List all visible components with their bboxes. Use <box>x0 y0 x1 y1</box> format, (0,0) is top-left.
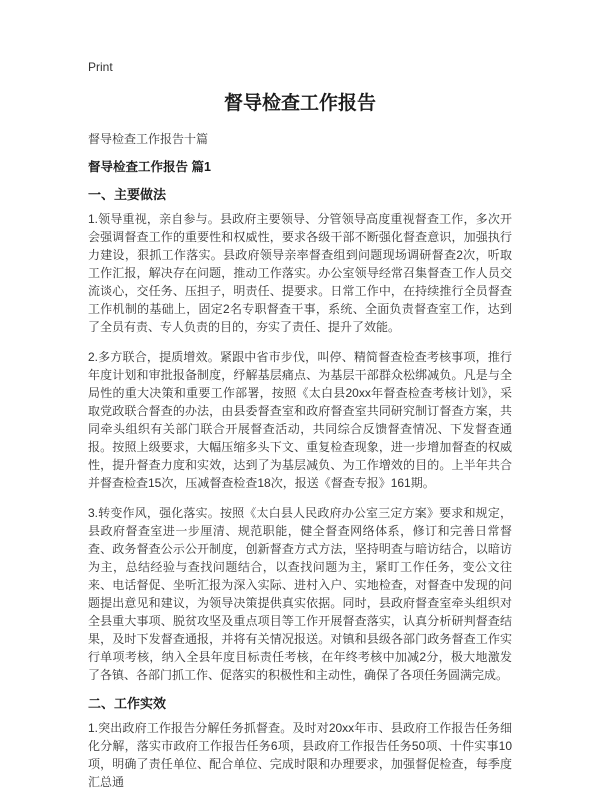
report-section-title: 督导检查工作报告 篇1 <box>88 160 211 174</box>
section-work-results <box>88 696 512 791</box>
print-link[interactable]: Print <box>88 60 113 74</box>
paragraph-report-tasks: 1.突出政府工作报告分解任务抓督查。及时对20xx年市、县政府工作报告任务细化分解，落实市政府工作报告任务6项，县政府工作报告任务50项、十件实事10项，明确了责任单位、配合单位、完成时限和办理要求，加强督促检查，每季度汇总通 <box>88 721 512 789</box>
page-subtitle: 督导检查工作报告十篇 <box>88 132 209 146</box>
section-main-practices <box>88 187 512 684</box>
paragraph-joint-supervision: 2.多方联合，提质增效。紧跟中省市步伐，叫停、精简督查检查考核事项，推行年度计划和审批报备制度，纾解基层痛点、为基层干部群众松绑减负。凡是与全局性的重大决策和重要工作部署，按照《太白县20xx年督查检查考核计划》，采取党政联合督查的办法，由县委督查室和政府督查室共同研究制订督查方案，共同牵头组织有关部门联合开展督查活动，共同综合反馈督查情况、下发督查通报。按照上级要求，大幅压缩多头下文、重复检查现象，进一步增加督查的权威性，提升督查力度和实效，达到了为基层减负、为工作增效的目的。上半年共合并督查检查15次，压减督查检查18次，报送《督查专报》161期。 <box>88 350 512 490</box>
paragraph-work-style: 3.转变作风，强化落实。按照《太白县人民政府办公室三定方案》要求和规定，县政府督查室进一步厘清、规范职能，健全督查网络体系，修订和完善日常督查、政务督查公示公开制度，创新督查方式方法，坚持明查与暗访结合，以暗访为主，总结经验与查找问题结合，以查找问题为主，紧盯工作任务，变公文往来、电话督促、坐听汇报为深入实际、进村入户、实地检查，对督查中发现的问题提出意见和建议，为领导决策提供真实依据。同时，县政府督查室牵头组织对全县重大事项、脱贫攻坚及重点项目等工作开展督查落实，认真分析研判督查结果，及时下发督查通报，并将有关情况报送。对镇和县级各部门政务督查工作实行单项考核，纳入全县年度目标责任考核，在年终考核中加减2分，极大地激发了各镇、各部门抓工作、促落实的积极性和主动性，确保了各项任务圆满完成。 <box>88 506 512 682</box>
paragraph-leadership: 1.领导重视，亲自参与。县政府主要领导、分管领导高度重视督查工作，多次开会强调督查工作的重要性和权威性，要求各级干部不断强化督查意识，加强执行力建设，狠抓工作落实。县政府领导亲率督查组到问题现场调研督查2次，听取工作汇报，解决存在问题，推动工作落实。办公室领导经常召集督查工作人员交流谈心，交任务、压担子，明责任、提要求。日常工作中，在持续推行全员督查工作机制的基础上，固定2名专职督查干事，系统、全面负责督查室工作，达到了全员有责、专人负责的目的，夯实了责任、提升了效能。 <box>88 212 512 334</box>
page-title: 督导检查工作报告 <box>223 93 376 114</box>
heading-main-practices: 一、主要做法 <box>88 187 167 202</box>
heading-work-results: 二、工作实效 <box>88 696 167 711</box>
